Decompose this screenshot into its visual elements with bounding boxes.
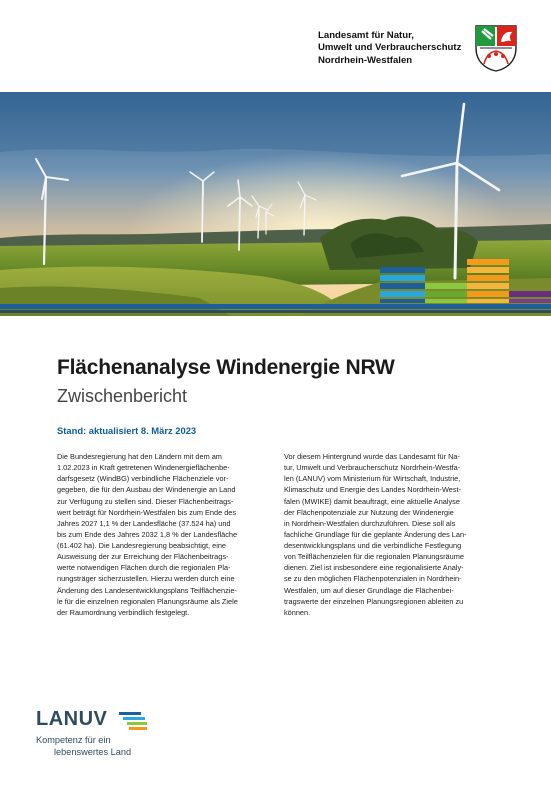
text-line: Westfalen, um auf dieser Grundlage die Flächenbei- (284, 585, 454, 595)
text-line: se zu den möglichen Flächenpotenzialen in Nordrhein- (284, 574, 462, 584)
text-line: können. (284, 607, 311, 617)
agency-name (318, 30, 478, 67)
text-line: in Nordrhein-Westfalen durchzuführen. Diese soll als (284, 518, 456, 528)
hero-photo (0, 92, 551, 316)
text-line: tragswerte der einzelnen Planungsregionen ableiten zu (284, 596, 464, 606)
text-line: Jahres 2027 1,1 % der Landesfläche (37.524 ha) und (57, 518, 231, 528)
text-line: dienen. Ziel ist insbesondere eine regionalisierte Analy- (284, 563, 464, 573)
text-line: fachliche Grundlage für die geplante Änderung des Lan- (284, 529, 467, 539)
text-line: Ausweisung der zur Erreichung der Flächenbeitrags- (57, 552, 229, 562)
text-line: (61.402 ha). Die Landesregierung beabsichtigt, eine (57, 541, 227, 550)
text-line: Änderung des Landesentwicklungsplans Teilflächenzie- (57, 585, 237, 595)
status-date: Stand: aktualisiert 8. März 2023 (57, 425, 197, 436)
text-line: darfsgesetz (WindBG) verbindliche Flächenziele vor- (57, 474, 229, 484)
agency-name-line1: Landesamt für Natur, (318, 30, 414, 41)
text-line: der Flächenpotenziale zur Nutzung der Windenergie (284, 507, 454, 517)
lanuv-stripes-icon (119, 712, 149, 732)
document-subtitle: Zwischenbericht (57, 386, 188, 406)
tagline-line2: lebenswertes Land (54, 747, 132, 757)
lanuv-tagline (36, 734, 131, 758)
lanuv-logo-text: LANUV (36, 708, 108, 730)
text-line: desentwicklungsplans und die verbindliche Festlegung (284, 541, 462, 550)
text-line: bis zum Ende des Jahres 2032 1,8 % der Landesfläche (57, 529, 238, 539)
text-line: wert beträgt für Nordrhein-Westfalen bis zum Ende des (57, 507, 237, 517)
text-line: der Raumordnung verbindlich festgelegt. (57, 607, 190, 617)
text-line: tur, Umwelt und Verbraucherschutz Nordrhein-Westfa- (284, 463, 461, 473)
text-line: len (LANUV) vom Ministerium für Wirtschaft, Industrie, (284, 474, 461, 484)
text-line: von Teilflächenzielen für die regionalen Planungsräume (284, 552, 464, 562)
agency-name-line2: Umwelt und Verbraucherschutz (318, 42, 462, 54)
text-line: Klimaschutz und Energie des Landes Nordrhein-West- (284, 485, 462, 495)
text-line: zur Verfügung zu stellen sind. Dieser Flächenbeitrags- (57, 496, 234, 506)
text-line: Vor diesem Hintergrund wurde das Landesamt für Na- (284, 452, 460, 461)
lanuv-logo (36, 708, 156, 734)
text-line: Die Bundesregierung hat den Ländern mit dem am (57, 452, 222, 461)
text-line: 1.02.2023 in Kraft getretenen Windenergieflächenbe- (57, 463, 230, 473)
body-column-right (284, 451, 497, 618)
text-line: nungsträger sicherzustellen. Hierzu werden durch eine (57, 574, 235, 584)
body-column-left (57, 451, 270, 618)
tagline-line1: Kompetenz für ein (36, 735, 111, 745)
text-line: werte notwendigen Flächen durch die regionalen Pla- (57, 563, 231, 573)
document-title: Flächenanalyse Windenergie NRW (57, 356, 395, 379)
text-line: le für die einzelnen regionalen Planungsräume als Ziele (57, 596, 238, 606)
text-line: falen (MWIKE) damit beauftragt, eine aktuelle Analyse (284, 496, 460, 506)
text-line: gegeben, die für den Ausbau der Windenergie an Land (57, 485, 236, 495)
agency-name-line3: Nordrhein-Westfalen (318, 54, 413, 66)
nrw-coat-of-arms-icon (474, 24, 518, 72)
